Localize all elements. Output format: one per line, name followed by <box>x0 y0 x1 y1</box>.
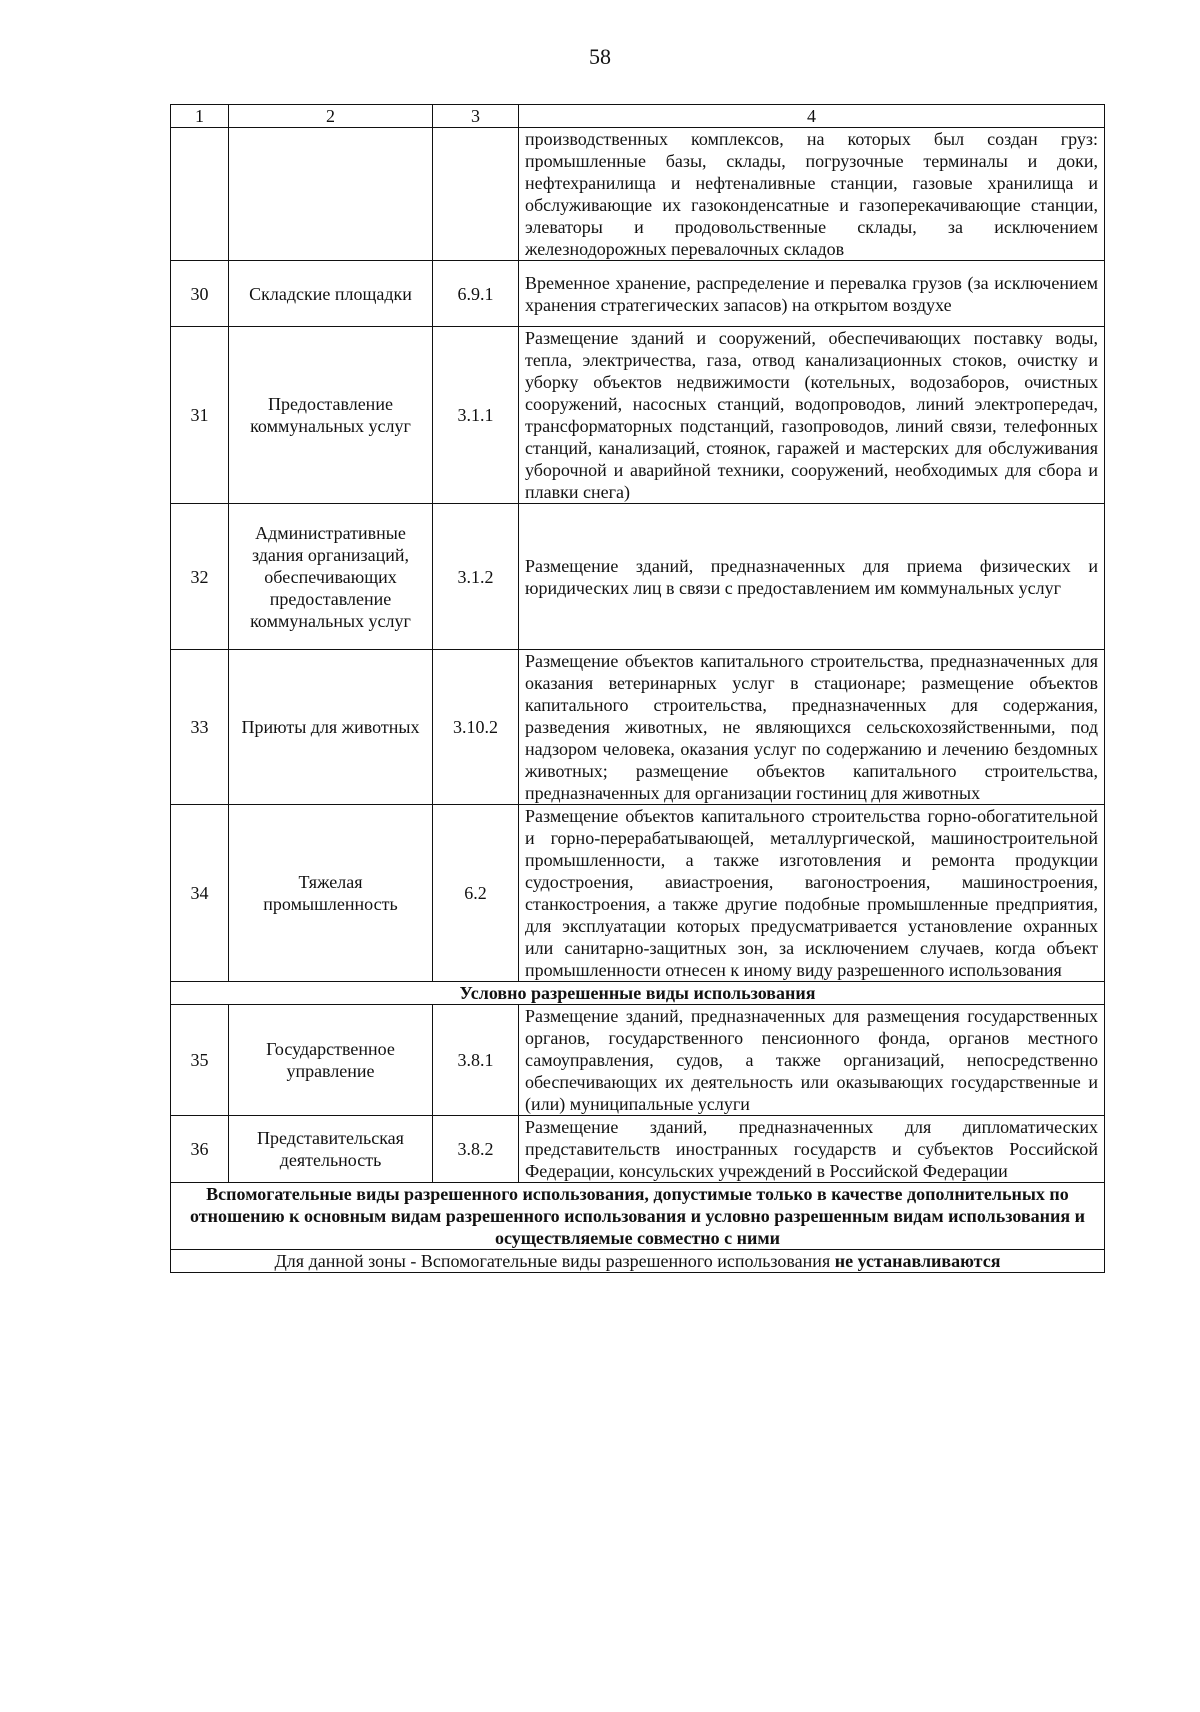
header-col-3: 3 <box>433 105 519 128</box>
row-name: Приюты для животных <box>229 650 433 805</box>
row-description: Временное хранение, распределение и перевалка грузов (за исключением хранения стратегических запасов) на открытом воздухе <box>519 261 1105 327</box>
row-code: 3.8.1 <box>433 1005 519 1116</box>
table-row <box>171 261 1105 327</box>
header-col-1: 1 <box>171 105 229 128</box>
table-row <box>171 327 1105 504</box>
page-number: 58 <box>589 44 611 69</box>
row-name: Предоставление коммунальных услуг <box>229 327 433 504</box>
row-name: Складские площадки <box>229 261 433 327</box>
row-code: 3.1.1 <box>433 327 519 504</box>
table-row <box>171 805 1105 982</box>
row-number-cell <box>171 128 229 261</box>
row-code: 3.8.2 <box>433 1116 519 1183</box>
row-code: 6.9.1 <box>433 261 519 327</box>
row-name: Представительская деятельность <box>229 1116 433 1183</box>
header-col-4: 4 <box>519 105 1105 128</box>
row-number: 31 <box>171 327 229 504</box>
row-number: 33 <box>171 650 229 805</box>
row-description: Размещение зданий, предназначенных для приема физических и юридических лиц в связи с предоставлением им коммунальных услуг <box>519 504 1105 650</box>
table-row <box>171 504 1105 650</box>
section-row-auxiliary <box>171 1183 1105 1250</box>
row-name-cell <box>229 128 433 261</box>
row-description: Размещение объектов капитального строительства горно-обогатительной и горно-перерабатывающей, металлургической, машиностроительной промышленности, а также изготовления и ремонта продукции судостроения, авиастроения, вагоностроения, машиностроения, станкостроения, а также другие подобные промышленные предприятия, для эксплуатации которых предусматривается установление охранных или санитарно-защитных зон, за исключением случаев, когда объект промышленности отнесен к иному виду разрешенного использования <box>519 805 1105 982</box>
row-number: 34 <box>171 805 229 982</box>
section-heading-conditional: Условно разрешенные виды использования <box>171 982 1105 1005</box>
note-prefix: Для данной зоны - Вспомогательные виды разрешенного использования <box>274 1251 831 1271</box>
permitted-use-table <box>170 104 1105 1273</box>
row-code: 6.2 <box>433 805 519 982</box>
row-description: Размещение зданий, предназначенных для дипломатических представительств иностранных государств и субъектов Российской Федерации, консульских учреждений в Российской Федерации <box>519 1116 1105 1183</box>
section-row-conditional <box>171 982 1105 1005</box>
header-col-2: 2 <box>229 105 433 128</box>
row-name: Административные здания организаций, обеспечивающих предоставление коммунальных услуг <box>229 504 433 650</box>
row-description: Размещение зданий, предназначенных для размещения государственных органов, государственного пенсионного фонда, органов местного самоуправления, судов, а также организаций, непосредственно обеспечивающих их деятельность или оказывающих государственные и (или) муниципальные услуги <box>519 1005 1105 1116</box>
row-description: Размещение зданий и сооружений, обеспечивающих поставку воды, тепла, электричества, газа, отвод канализационных стоков, очистку и уборку объектов недвижимости (котельных, водозаборов, очистных сооружений, насосных станций, водопроводов, линий электропередач, трансформаторных подстанций, газопроводов, линий связи, телефонных станций, канализаций, стоянок, гаражей и мастерских для обслуживания уборочной и аварийной техники, сооружений, необходимых для сбора и плавки снега) <box>519 327 1105 504</box>
row-number: 32 <box>171 504 229 650</box>
row-code: 3.10.2 <box>433 650 519 805</box>
table-row <box>171 650 1105 805</box>
row-code-cell <box>433 128 519 261</box>
auxiliary-note <box>171 1250 1105 1273</box>
table-row <box>171 1116 1105 1183</box>
row-number: 30 <box>171 261 229 327</box>
row-code: 3.1.2 <box>433 504 519 650</box>
row-name: Государственное управление <box>229 1005 433 1116</box>
section-heading-auxiliary: Вспомогательные виды разрешенного использования, допустимые только в качестве дополнительных по отношению к основным видам разрешенного использования и условно разрешенным видам использования и осуществляемые совместно с ними <box>171 1183 1105 1250</box>
row-description: Размещение объектов капитального строительства, предназначенных для оказания ветеринарных услуг в стационаре; размещение объектов капитального строительства, предназначенных для содержания, разведения животных, не являющихся сельскохозяйственными, под надзором человека, оказания услуг по содержанию и лечению бездомных животных; размещение объектов капитального строительства, предназначенных для организации гостиниц для животных <box>519 650 1105 805</box>
row-number: 36 <box>171 1116 229 1183</box>
row-name: Тяжелая промышленность <box>229 805 433 982</box>
table-row <box>171 1005 1105 1116</box>
note-row <box>171 1250 1105 1273</box>
row-number: 35 <box>171 1005 229 1116</box>
table-header-row <box>171 105 1105 128</box>
table-row-continuation <box>171 128 1105 261</box>
note-suffix: не устанавливаются <box>834 1251 1001 1271</box>
row-description: производственных комплексов, на которых был создан груз: промышленные базы, склады, погрузочные терминалы и доки, нефтехранилища и нефтеналивные станции, газовые хранилища и обслуживающие их газоконденсатные и газоперекачивающие станции, элеваторы и продовольственные склады, за исключением железнодорожных перевалочных складов <box>519 128 1105 261</box>
